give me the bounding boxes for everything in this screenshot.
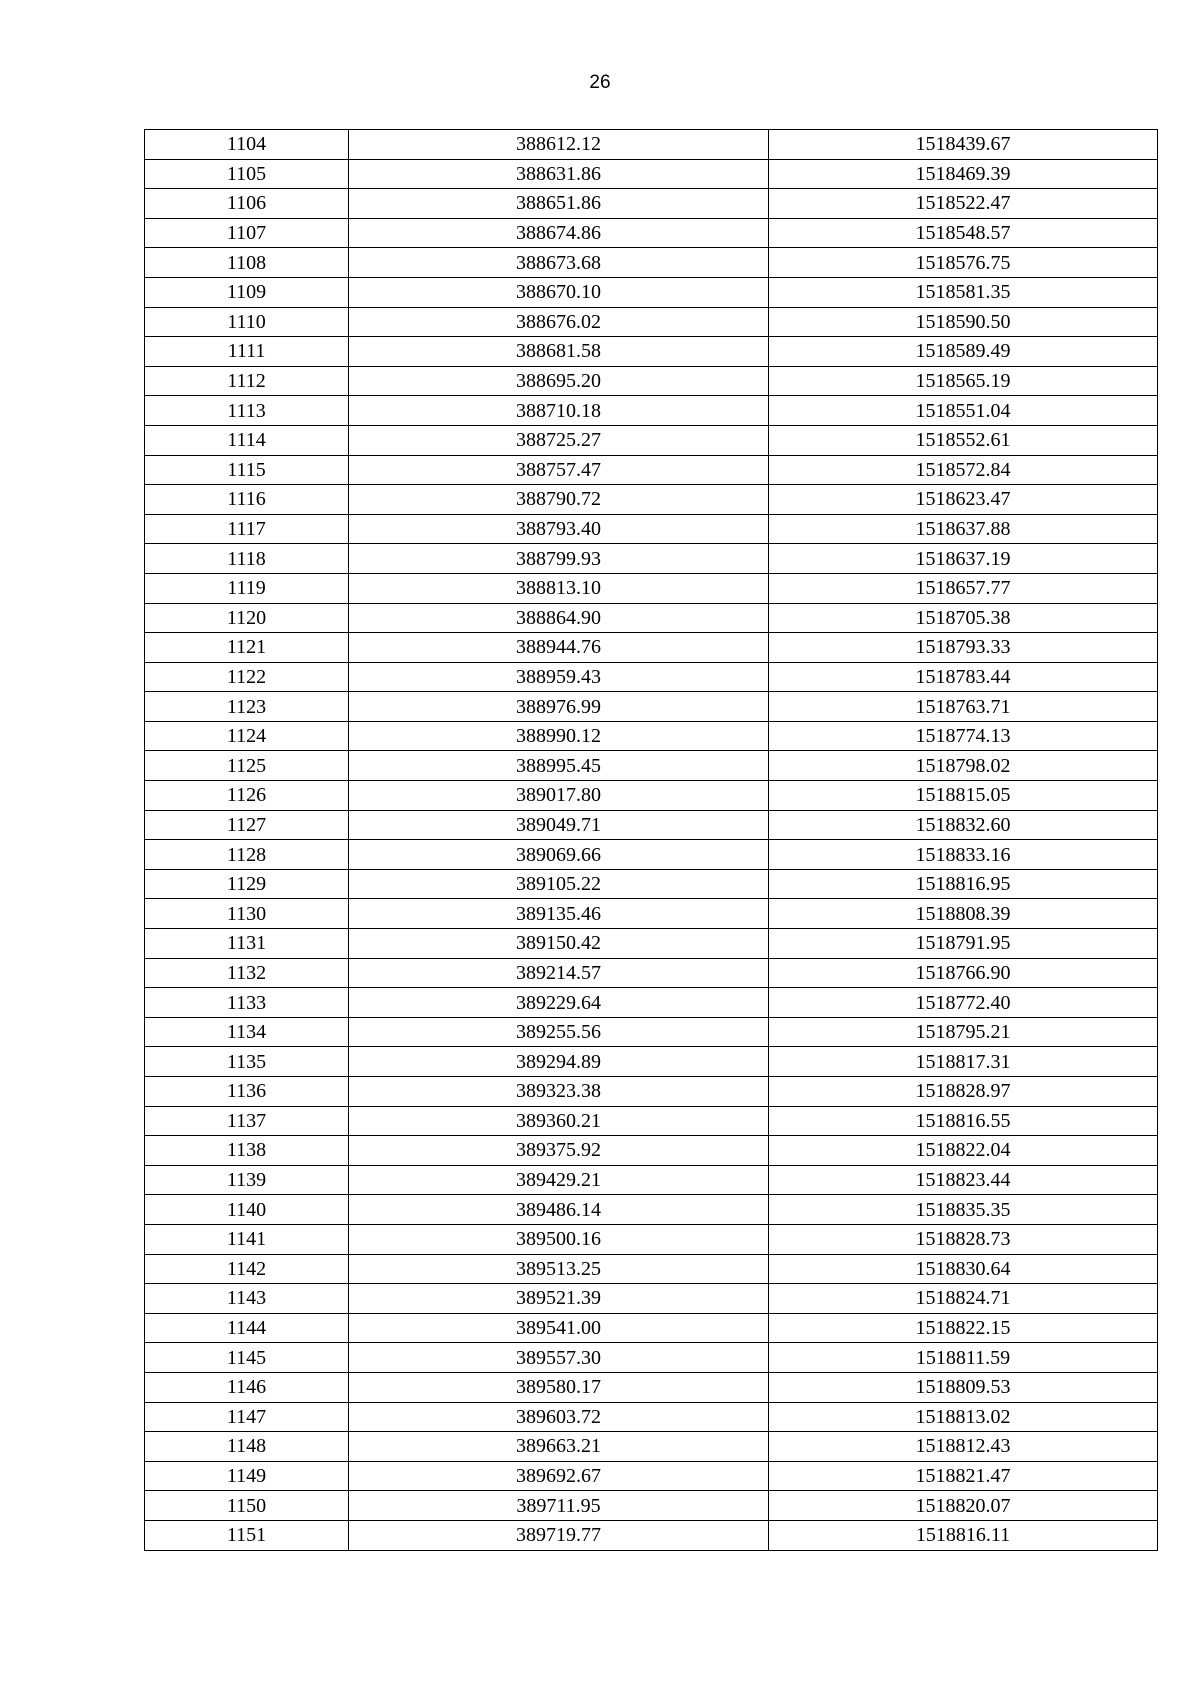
y-coordinate-cell: 1518774.13: [769, 721, 1158, 751]
x-coordinate-cell: 388695.20: [349, 366, 769, 396]
x-coordinate-cell: 389663.21: [349, 1432, 769, 1462]
x-coordinate-cell: 389711.95: [349, 1491, 769, 1521]
y-coordinate-cell: 1518815.05: [769, 781, 1158, 811]
x-coordinate-cell: 388790.72: [349, 485, 769, 515]
y-coordinate-cell: 1518816.55: [769, 1106, 1158, 1136]
point-number-cell: 1110: [145, 307, 349, 337]
page-number: 26: [589, 72, 611, 93]
y-coordinate-cell: 1518772.40: [769, 988, 1158, 1018]
point-number-cell: 1136: [145, 1077, 349, 1107]
table-row: [145, 337, 1158, 367]
point-number-cell: 1116: [145, 485, 349, 515]
x-coordinate-cell: 389557.30: [349, 1343, 769, 1373]
x-coordinate-cell: 389294.89: [349, 1047, 769, 1077]
x-coordinate-cell: 389069.66: [349, 840, 769, 870]
y-coordinate-cell: 1518637.88: [769, 514, 1158, 544]
table-row: [145, 455, 1158, 485]
table-row: [145, 307, 1158, 337]
table-row: [145, 869, 1158, 899]
y-coordinate-cell: 1518623.47: [769, 485, 1158, 515]
y-coordinate-cell: 1518589.49: [769, 337, 1158, 367]
table-row: [145, 573, 1158, 603]
point-number-cell: 1127: [145, 810, 349, 840]
table-row: [145, 781, 1158, 811]
table-row: [145, 1136, 1158, 1166]
point-number-cell: 1135: [145, 1047, 349, 1077]
table-row: [145, 1224, 1158, 1254]
table-row: [145, 603, 1158, 633]
table-row: [145, 248, 1158, 278]
point-number-cell: 1128: [145, 840, 349, 870]
y-coordinate-cell: 1518822.04: [769, 1136, 1158, 1166]
y-coordinate-cell: 1518565.19: [769, 366, 1158, 396]
point-number-cell: 1132: [145, 958, 349, 988]
table-row: [145, 899, 1158, 929]
point-number-cell: 1106: [145, 189, 349, 219]
table-row: [145, 425, 1158, 455]
point-number-cell: 1104: [145, 130, 349, 160]
x-coordinate-cell: 389486.14: [349, 1195, 769, 1225]
table-row: [145, 1077, 1158, 1107]
y-coordinate-cell: 1518808.39: [769, 899, 1158, 929]
table-row: [145, 840, 1158, 870]
y-coordinate-cell: 1518813.02: [769, 1402, 1158, 1432]
y-coordinate-cell: 1518572.84: [769, 455, 1158, 485]
x-coordinate-cell: 388676.02: [349, 307, 769, 337]
x-coordinate-cell: 389500.16: [349, 1224, 769, 1254]
x-coordinate-cell: 389135.46: [349, 899, 769, 929]
x-coordinate-cell: 389017.80: [349, 781, 769, 811]
y-coordinate-cell: 1518816.95: [769, 869, 1158, 899]
y-coordinate-cell: 1518817.31: [769, 1047, 1158, 1077]
y-coordinate-cell: 1518548.57: [769, 218, 1158, 248]
x-coordinate-cell: 388959.43: [349, 662, 769, 692]
table-row: [145, 1432, 1158, 1462]
y-coordinate-cell: 1518828.97: [769, 1077, 1158, 1107]
table-row: [145, 633, 1158, 663]
table-row: [145, 544, 1158, 574]
y-coordinate-cell: 1518793.33: [769, 633, 1158, 663]
point-number-cell: 1112: [145, 366, 349, 396]
point-number-cell: 1148: [145, 1432, 349, 1462]
point-number-cell: 1114: [145, 425, 349, 455]
point-number-cell: 1149: [145, 1461, 349, 1491]
point-number-cell: 1138: [145, 1136, 349, 1166]
point-number-cell: 1105: [145, 159, 349, 189]
x-coordinate-cell: 388651.86: [349, 189, 769, 219]
y-coordinate-cell: 1518590.50: [769, 307, 1158, 337]
x-coordinate-cell: 389150.42: [349, 929, 769, 959]
y-coordinate-cell: 1518795.21: [769, 1017, 1158, 1047]
point-number-cell: 1130: [145, 899, 349, 929]
table-row: [145, 1520, 1158, 1550]
y-coordinate-cell: 1518576.75: [769, 248, 1158, 278]
point-number-cell: 1107: [145, 218, 349, 248]
point-number-cell: 1151: [145, 1520, 349, 1550]
x-coordinate-cell: 389360.21: [349, 1106, 769, 1136]
x-coordinate-cell: 389323.38: [349, 1077, 769, 1107]
coordinates-table: [144, 129, 1158, 1551]
y-coordinate-cell: 1518833.16: [769, 840, 1158, 870]
point-number-cell: 1134: [145, 1017, 349, 1047]
point-number-cell: 1121: [145, 633, 349, 663]
coordinates-table-body: [145, 130, 1158, 1551]
table-row: [145, 1165, 1158, 1195]
x-coordinate-cell: 388631.86: [349, 159, 769, 189]
point-number-cell: 1124: [145, 721, 349, 751]
table-row: [145, 1343, 1158, 1373]
x-coordinate-cell: 388864.90: [349, 603, 769, 633]
table-row: [145, 485, 1158, 515]
y-coordinate-cell: 1518812.43: [769, 1432, 1158, 1462]
y-coordinate-cell: 1518657.77: [769, 573, 1158, 603]
point-number-cell: 1113: [145, 396, 349, 426]
x-coordinate-cell: 388757.47: [349, 455, 769, 485]
table-row: [145, 1195, 1158, 1225]
x-coordinate-cell: 389429.21: [349, 1165, 769, 1195]
x-coordinate-cell: 388995.45: [349, 751, 769, 781]
table-row: [145, 1372, 1158, 1402]
point-number-cell: 1129: [145, 869, 349, 899]
point-number-cell: 1125: [145, 751, 349, 781]
y-coordinate-cell: 1518824.71: [769, 1284, 1158, 1314]
x-coordinate-cell: 389255.56: [349, 1017, 769, 1047]
y-coordinate-cell: 1518581.35: [769, 277, 1158, 307]
table-row: [145, 1284, 1158, 1314]
x-coordinate-cell: 389375.92: [349, 1136, 769, 1166]
point-number-cell: 1146: [145, 1372, 349, 1402]
table-row: [145, 721, 1158, 751]
table-row: [145, 1106, 1158, 1136]
x-coordinate-cell: 388673.68: [349, 248, 769, 278]
y-coordinate-cell: 1518705.38: [769, 603, 1158, 633]
x-coordinate-cell: 389214.57: [349, 958, 769, 988]
point-number-cell: 1123: [145, 692, 349, 722]
x-coordinate-cell: 389521.39: [349, 1284, 769, 1314]
point-number-cell: 1140: [145, 1195, 349, 1225]
point-number-cell: 1139: [145, 1165, 349, 1195]
x-coordinate-cell: 389603.72: [349, 1402, 769, 1432]
point-number-cell: 1111: [145, 337, 349, 367]
table-row: [145, 662, 1158, 692]
y-coordinate-cell: 1518828.73: [769, 1224, 1158, 1254]
point-number-cell: 1115: [145, 455, 349, 485]
table-row: [145, 1017, 1158, 1047]
table-row: [145, 218, 1158, 248]
table-row: [145, 929, 1158, 959]
x-coordinate-cell: 389229.64: [349, 988, 769, 1018]
x-coordinate-cell: 388681.58: [349, 337, 769, 367]
table-row: [145, 1254, 1158, 1284]
x-coordinate-cell: 389719.77: [349, 1520, 769, 1550]
y-coordinate-cell: 1518820.07: [769, 1491, 1158, 1521]
x-coordinate-cell: 388793.40: [349, 514, 769, 544]
y-coordinate-cell: 1518469.39: [769, 159, 1158, 189]
point-number-cell: 1122: [145, 662, 349, 692]
x-coordinate-cell: 388944.76: [349, 633, 769, 663]
x-coordinate-cell: 388674.86: [349, 218, 769, 248]
x-coordinate-cell: 388725.27: [349, 425, 769, 455]
point-number-cell: 1143: [145, 1284, 349, 1314]
x-coordinate-cell: 388799.93: [349, 544, 769, 574]
y-coordinate-cell: 1518811.59: [769, 1343, 1158, 1373]
x-coordinate-cell: 388976.99: [349, 692, 769, 722]
table-row: [145, 1491, 1158, 1521]
y-coordinate-cell: 1518552.61: [769, 425, 1158, 455]
point-number-cell: 1150: [145, 1491, 349, 1521]
table-row: [145, 988, 1158, 1018]
y-coordinate-cell: 1518835.35: [769, 1195, 1158, 1225]
y-coordinate-cell: 1518637.19: [769, 544, 1158, 574]
y-coordinate-cell: 1518823.44: [769, 1165, 1158, 1195]
point-number-cell: 1117: [145, 514, 349, 544]
y-coordinate-cell: 1518798.02: [769, 751, 1158, 781]
point-number-cell: 1108: [145, 248, 349, 278]
table-row: [145, 1313, 1158, 1343]
point-number-cell: 1109: [145, 277, 349, 307]
table-row: [145, 692, 1158, 722]
y-coordinate-cell: 1518809.53: [769, 1372, 1158, 1402]
point-number-cell: 1119: [145, 573, 349, 603]
point-number-cell: 1118: [145, 544, 349, 574]
point-number-cell: 1144: [145, 1313, 349, 1343]
table-row: [145, 277, 1158, 307]
x-coordinate-cell: 389513.25: [349, 1254, 769, 1284]
table-row: [145, 366, 1158, 396]
table-row: [145, 1402, 1158, 1432]
y-coordinate-cell: 1518822.15: [769, 1313, 1158, 1343]
table-row: [145, 159, 1158, 189]
x-coordinate-cell: 389541.00: [349, 1313, 769, 1343]
table-row: [145, 958, 1158, 988]
x-coordinate-cell: 388710.18: [349, 396, 769, 426]
y-coordinate-cell: 1518816.11: [769, 1520, 1158, 1550]
table-row: [145, 1461, 1158, 1491]
x-coordinate-cell: 388612.12: [349, 130, 769, 160]
x-coordinate-cell: 389580.17: [349, 1372, 769, 1402]
point-number-cell: 1145: [145, 1343, 349, 1373]
table-row: [145, 810, 1158, 840]
point-number-cell: 1120: [145, 603, 349, 633]
y-coordinate-cell: 1518832.60: [769, 810, 1158, 840]
table-row: [145, 130, 1158, 160]
table-row: [145, 396, 1158, 426]
y-coordinate-cell: 1518763.71: [769, 692, 1158, 722]
x-coordinate-cell: 389049.71: [349, 810, 769, 840]
y-coordinate-cell: 1518439.67: [769, 130, 1158, 160]
x-coordinate-cell: 389105.22: [349, 869, 769, 899]
point-number-cell: 1142: [145, 1254, 349, 1284]
x-coordinate-cell: 388990.12: [349, 721, 769, 751]
point-number-cell: 1126: [145, 781, 349, 811]
table-row: [145, 751, 1158, 781]
y-coordinate-cell: 1518791.95: [769, 929, 1158, 959]
point-number-cell: 1147: [145, 1402, 349, 1432]
y-coordinate-cell: 1518766.90: [769, 958, 1158, 988]
y-coordinate-cell: 1518783.44: [769, 662, 1158, 692]
y-coordinate-cell: 1518821.47: [769, 1461, 1158, 1491]
y-coordinate-cell: 1518522.47: [769, 189, 1158, 219]
x-coordinate-cell: 388670.10: [349, 277, 769, 307]
point-number-cell: 1141: [145, 1224, 349, 1254]
x-coordinate-cell: 389692.67: [349, 1461, 769, 1491]
table-row: [145, 1047, 1158, 1077]
x-coordinate-cell: 388813.10: [349, 573, 769, 603]
point-number-cell: 1131: [145, 929, 349, 959]
point-number-cell: 1137: [145, 1106, 349, 1136]
table-row: [145, 514, 1158, 544]
point-number-cell: 1133: [145, 988, 349, 1018]
y-coordinate-cell: 1518551.04: [769, 396, 1158, 426]
table-row: [145, 189, 1158, 219]
y-coordinate-cell: 1518830.64: [769, 1254, 1158, 1284]
